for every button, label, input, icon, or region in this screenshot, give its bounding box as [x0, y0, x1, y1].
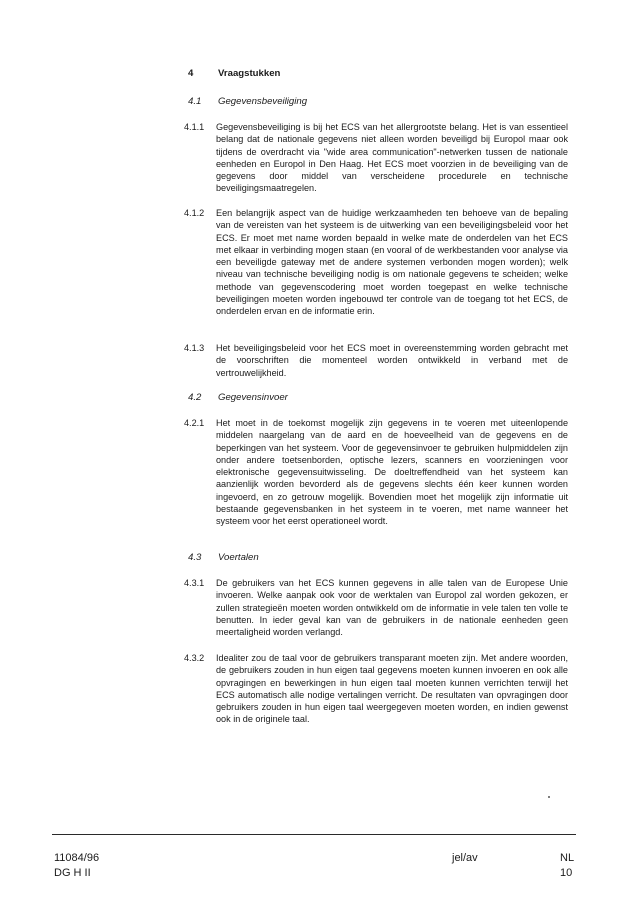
footer-doc-number: 11084/96 [54, 852, 100, 864]
paragraph-number: 4.1.1 [184, 122, 205, 132]
footer-page-number: 10 [560, 867, 573, 879]
paragraph-number: 4.3.1 [184, 578, 205, 588]
paragraph-4-3-2 [184, 652, 568, 726]
paragraph-4-1-2 [184, 207, 568, 318]
paragraph-4-2-1 [184, 417, 568, 528]
paragraph-text: De gebruikers van het ECS kunnen gegevens in alle talen van de Europese Unie invoeren. Welke aanpak ook voor de werktalen van Europol zal worden gekozen, er zullen strategieën moeten worden ontwikkeld om de informatie in vele talen ten volle te benutten. In ieder geval kan van de gebruikers in de nationale eenheden geen meertaligheid worden verlangd. [216, 578, 568, 638]
paragraph-number: 4.3.2 [184, 653, 205, 663]
paragraph-4-1-1 [184, 121, 568, 195]
scan-speck [548, 796, 550, 798]
paragraph-text: Het moet in de toekomst mogelijk zijn gegevens in te voeren met uiteenlopende middelen naargelang van de aard en de hoeveelheid van de gegevens en de beperkingen van het systeem. Voor de gegevensinvoer te gebruiken hulpmiddelen zijn onder andere toetsenborden, optische lezers, scanners en voorzieningen voor elektronische gegevensuitwisseling. De doeltreffendheid van het systeem kan aanzienlijk worden bevorderd als de gegevens slechts één keer kunnen worden ingevoerd, en zo getrouw mogelijk. Bovendien moet het mogelijk zijn informatie uit bestaande gegevensbanken in het systeem in te voeren, met name wanneer het systeem voor het eerst operationeel wordt. [216, 418, 568, 527]
subsection-number: 4.3 [188, 552, 202, 563]
subsection-number: 4.1 [188, 96, 202, 107]
paragraph-text: Gegevensbeveiliging is bij het ECS van het allergrootste belang. Het is van essentieel belang dat de nationale gegevens niet alleen worden beveiligd bij Europol maar ook tijdens de overdracht via "wide area communication"-netwerken tussen de nationale eenheden en Europol in Den Haag. Het ECS moet voorzien in de beveiliging van de gegevens door middel van verscheidene procedurele en technische beveiligingsmaatregelen. [216, 122, 568, 194]
paragraph-number: 4.1.2 [184, 208, 205, 218]
section-title: Vraagstukken [218, 68, 281, 79]
subsection-title: Gegevensbeveiliging [218, 96, 308, 107]
subsection-number: 4.2 [188, 392, 202, 403]
section-number: 4 [188, 68, 194, 79]
paragraph-4-1-3 [184, 342, 568, 379]
paragraph-text: Een belangrijk aspect van de huidige werkzaamheden ten behoeve van de bepaling van de vereisten van het systeem is de uitwerking van een beveiligingsbeleid voor het ECS. Er moet met name worden bepaald in welke mate de onderdelen van het ECS met elkaar in verbinding mogen staan (en vooral of de werkbestanden voor analyse via een beveiligde gateway met de andere systemen verbonden mogen worden); welk niveau van technische beveiliging nodig is om nationale gegevens te scheiden; welke methode van gegevenscodering moet worden toegepast en welke technische beveiligingen moeten worden ingebouwd ter controle van de toegang tot het ECS, de onderdelen ervan en de informatie erin. [216, 208, 568, 317]
footer-initials: jel/av [452, 852, 478, 864]
paragraph-number: 4.2.1 [184, 418, 205, 428]
footer-language: NL [560, 852, 575, 864]
paragraph-number: 4.1.3 [184, 343, 205, 353]
paragraph-text: Idealiter zou de taal voor de gebruikers transparant moeten zijn. Met andere woorden, de gebruikers zouden in hun eigen taal gegevens moeten kunnen invoeren en ook alle opvragingen en bewerkingen in hun eigen taal moeten kunnen verrichten terwijl het ECS automatisch alle nodige vertalingen verricht. De resultaten van opvragingen door gebruikers zouden in hun eigen taal weergegeven moeten worden, en indien gewenst ook in de originele taal. [216, 653, 568, 725]
footer-department: DG H II [54, 867, 91, 879]
paragraph-text: Het beveiligingsbeleid voor het ECS moet in overeenstemming worden gebracht met de voorschriften die momenteel worden ontwikkeld in verband met de vertrouwelijkheid. [216, 343, 568, 378]
paragraph-4-3-1 [184, 577, 568, 638]
subsection-title: Gegevensinvoer [218, 392, 288, 403]
subsection-title: Voertalen [218, 552, 259, 563]
footer-rule [52, 834, 576, 835]
